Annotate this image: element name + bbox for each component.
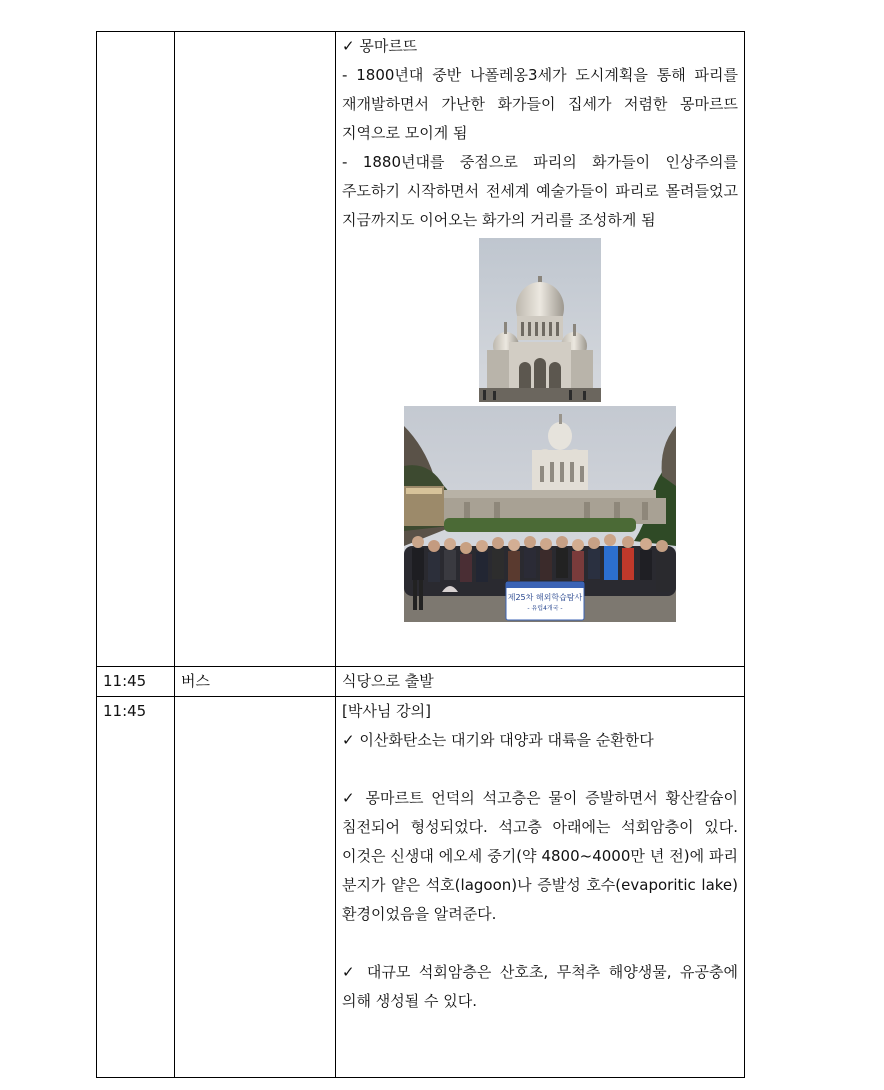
mode-cell xyxy=(175,697,336,1078)
time-cell: 11:45 xyxy=(97,667,175,697)
banner-subtitle: - 유럽4개국 - xyxy=(527,605,563,612)
mode-cell: 버스 xyxy=(175,667,336,697)
time-cell: 11:45 xyxy=(97,697,175,1078)
lecture-point-1: ✓ 이산화탄소는 대기와 대양과 대륙을 순환한다 xyxy=(342,731,654,749)
content-cell: 식당으로 출발 xyxy=(336,667,745,697)
basilica-photo xyxy=(479,238,601,402)
mode-cell xyxy=(175,32,336,667)
table-row xyxy=(97,697,745,1078)
montmartre-heading: ✓ 몽마르뜨 xyxy=(342,37,418,55)
table-row xyxy=(97,32,745,667)
spacer xyxy=(342,755,738,784)
banner-title: 제25차 해외학습탐사 xyxy=(507,593,583,602)
lecture-point-3: ✓ 대규모 석회암층은 산호초, 무척추 해양생물, 유공충에 의해 생성될 수 있다. xyxy=(342,963,738,1010)
table-row xyxy=(97,667,745,697)
spacer xyxy=(342,929,738,958)
content-cell xyxy=(336,697,745,1078)
lecture-point-2: ✓ 몽마르트 언덕의 석고층은 물이 증발하면서 황산칼슘이 침전되어 형성되었다. 석고층 아래에는 석회암층이 있다. 이것은 신생대 에오세 중기(약 4800~4000만 년 전)에 파리 분지가 얕은 석호(lagoon)나 증발성 호수(evaporitic lake) 환경이었음을 알려준다. xyxy=(342,789,738,923)
schedule-table xyxy=(96,31,745,1078)
group-photo xyxy=(404,406,676,622)
content-cell xyxy=(336,32,745,667)
history-paragraph-2: - 1880년대를 중점으로 파리의 화가들이 인상주의를 주도하기 시작하면서 전세계 예술가들이 파리로 몰려들었고 지금까지도 이어오는 화가의 거리를 조성하게 됨 xyxy=(342,153,738,229)
time-cell xyxy=(97,32,175,667)
history-paragraph-1: - 1800년대 중반 나폴레옹3세가 도시계획을 통해 파리를 재개발하면서 가난한 화가들이 집세가 저렴한 몽마르뜨 지역으로 모이게 됨 xyxy=(342,66,738,142)
lecture-heading: [박사님 강의] xyxy=(342,702,431,720)
